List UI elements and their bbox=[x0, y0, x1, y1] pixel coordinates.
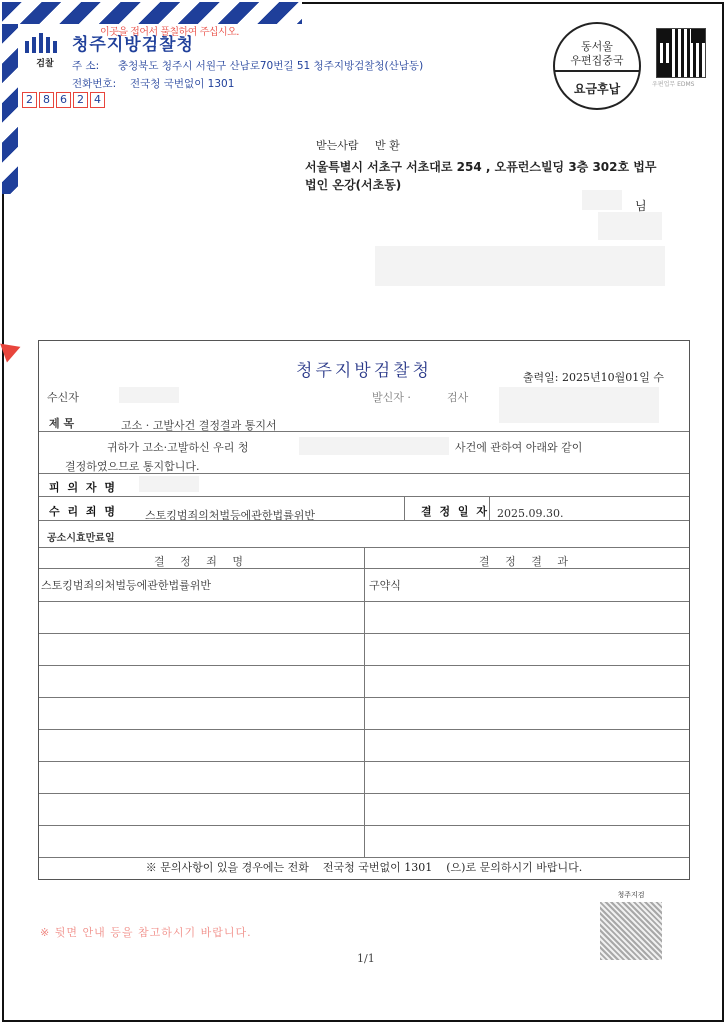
recipient-address-2: 법인 온강(서초동) bbox=[305, 178, 402, 192]
honorific: 님 bbox=[635, 199, 647, 213]
sender-field-label: 발신자 · bbox=[372, 391, 411, 404]
phone-value: 전국청 국번없이 1301 bbox=[130, 78, 235, 90]
recipient-field-label: 수신자 bbox=[47, 391, 79, 404]
footnote-part: (으)로 문의하시기 바랍니다. bbox=[446, 861, 583, 874]
charge-value: 스토킹범죄의처벌등에관한법률위반 bbox=[145, 509, 316, 522]
airmail-stripe-top bbox=[2, 2, 302, 24]
postal-digit: 4 bbox=[90, 92, 105, 108]
result-charge: 스토킹범죄의처벌등에관한법률위반 bbox=[41, 579, 212, 592]
col-header-result: 결 정 결 과 bbox=[479, 555, 574, 568]
decision-date-value: 2025.09.30. bbox=[497, 507, 564, 520]
charge-label: 수 리 죄 명 bbox=[49, 505, 117, 518]
result-value: 구약식 bbox=[369, 579, 401, 592]
page-number: 1/1 bbox=[357, 952, 375, 965]
sender-name: 청주지방검찰청 bbox=[72, 35, 194, 55]
redaction bbox=[582, 190, 622, 210]
address-label: 주 소: bbox=[72, 60, 100, 72]
postal-digit: 8 bbox=[39, 92, 54, 108]
sender-role: 검사 bbox=[447, 391, 469, 404]
redaction bbox=[119, 387, 179, 403]
recipient-label: 받는사람 bbox=[316, 139, 359, 152]
postal-digit: 6 bbox=[56, 92, 71, 108]
prosecution-logo bbox=[25, 33, 65, 73]
official-seal bbox=[598, 890, 664, 958]
logo-text: 검찰 bbox=[36, 59, 54, 69]
postal-digit: 2 bbox=[73, 92, 88, 108]
notice-document bbox=[38, 340, 690, 880]
redaction bbox=[499, 387, 659, 423]
postal-code bbox=[22, 92, 105, 108]
col-header-charge: 결 정 죄 명 bbox=[154, 555, 249, 568]
stamp-middle: 우편집중국 bbox=[570, 54, 624, 67]
redaction bbox=[299, 437, 449, 455]
recipient-address-1: 서울특별시 서초구 서초대로 254 , 오퓨런스빌딩 3층 302호 법무 bbox=[305, 160, 657, 174]
postal-digit: 2 bbox=[22, 92, 37, 108]
postage-stamp bbox=[553, 22, 641, 110]
subject-value: 고소 · 고발사건 결정결과 통지서 bbox=[121, 419, 277, 432]
footnote-part: ※ 문의사항이 있을 경우에는 전화 bbox=[145, 861, 309, 874]
subject-label: 제 목 bbox=[49, 417, 75, 430]
print-date: 출력일: 2025년10월01일 수 bbox=[522, 371, 664, 384]
notice-title: 청주지방검찰청 bbox=[296, 361, 432, 381]
footnote-phone: 전국청 국번없이 1301 bbox=[322, 861, 433, 874]
qr-code-icon bbox=[656, 28, 706, 78]
fold-note: 이곳을 접어서 풀칠하여 주십시오. bbox=[100, 27, 239, 38]
phone-label: 전화번호: bbox=[72, 78, 117, 90]
stamp-bottom: 요금후납 bbox=[573, 82, 621, 96]
body-line-2: 결정하였으므로 통지합니다. bbox=[65, 460, 200, 473]
stamp-top: 동서울 bbox=[581, 40, 613, 53]
seal-caption: 청주지검 bbox=[617, 891, 645, 899]
address-value: 충청북도 청주시 서원구 산남로70번길 51 청주지방검찰청(산남동) bbox=[118, 60, 424, 72]
contact-footnote bbox=[39, 859, 689, 875]
statute-label: 공소시효만료일 bbox=[47, 533, 115, 544]
body-line-1: 귀하가 고소·고발하신 우리 청 bbox=[107, 441, 249, 454]
redaction bbox=[139, 476, 199, 492]
qr-caption: 우편업무 EDMS bbox=[652, 81, 695, 88]
recipient-name: 반 환 bbox=[375, 139, 400, 152]
body-line-1b: 사건에 관하여 아래와 같이 bbox=[455, 441, 583, 454]
redaction bbox=[598, 212, 662, 240]
decision-date-label: 결 정 일 자 bbox=[421, 505, 489, 518]
airmail-stripe-left bbox=[2, 24, 18, 194]
suspect-label: 피 의 자 명 bbox=[49, 481, 117, 494]
redaction bbox=[375, 246, 665, 286]
seal-pattern-icon bbox=[600, 902, 662, 960]
back-page-note: ※ 뒷면 안내 등을 참고하시기 바랍니다. bbox=[40, 926, 252, 939]
